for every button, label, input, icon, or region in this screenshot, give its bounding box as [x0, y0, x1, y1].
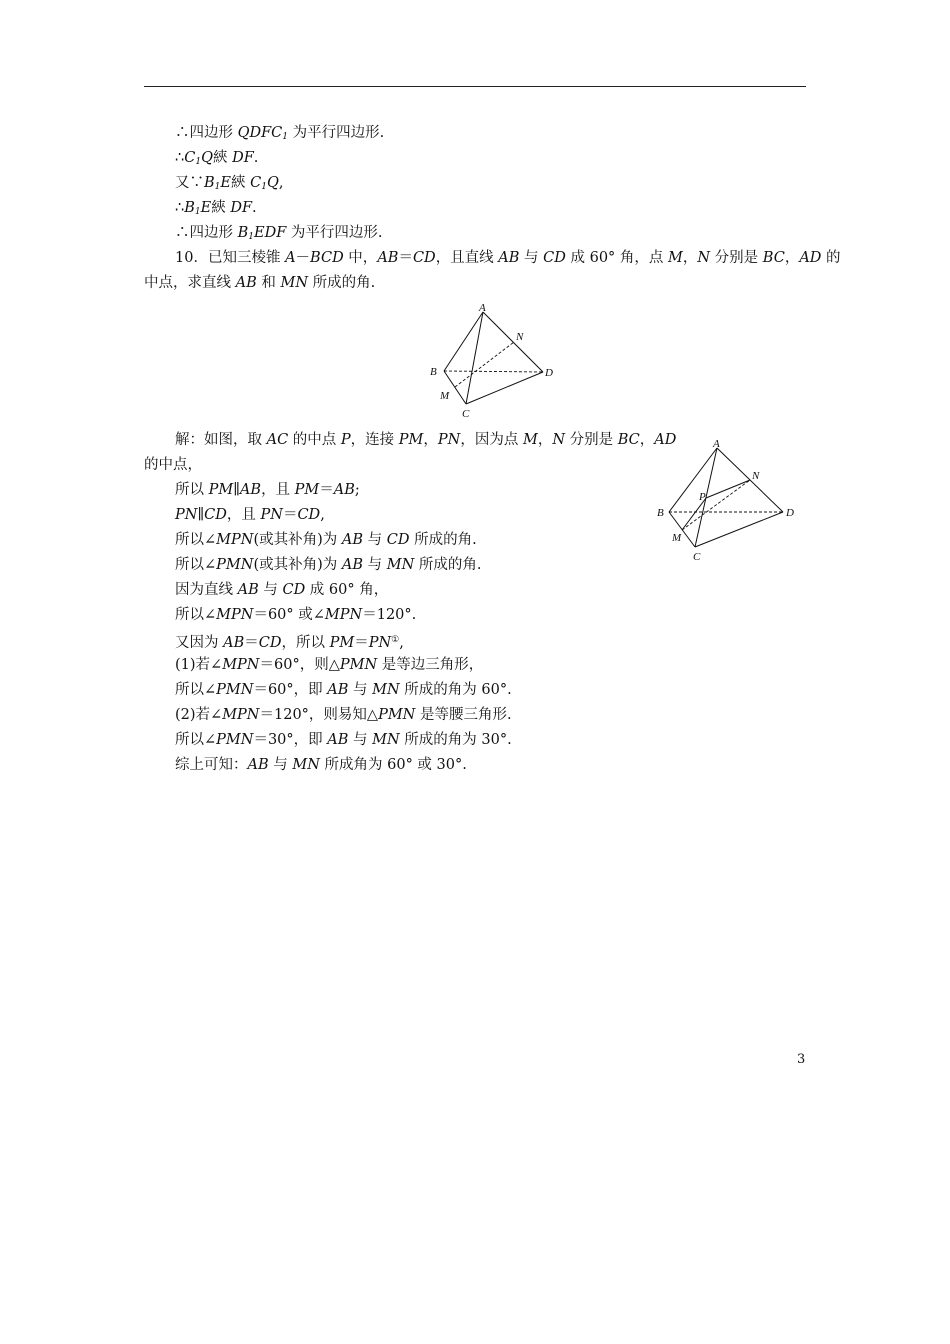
text-run: 与	[363, 557, 387, 573]
text-run: C	[184, 150, 196, 166]
text-run: 与	[348, 682, 373, 698]
text-run: 1	[214, 182, 221, 192]
text-run: 所成的角.	[409, 532, 477, 548]
text-line	[175, 173, 283, 197]
header-rule	[144, 86, 806, 87]
text-run: 与	[363, 532, 387, 548]
text-run: 分别是	[565, 432, 618, 448]
label-N: N	[752, 470, 760, 482]
text-run: MPN	[216, 607, 254, 623]
figure-tetrahedron-solution	[655, 434, 805, 566]
text-run: AB	[333, 482, 355, 498]
label-C: C	[693, 551, 701, 563]
text-run: B	[237, 225, 249, 241]
text-run: AD	[654, 432, 677, 448]
text-run: 成 60° 角，点	[565, 250, 669, 266]
text-run: AC	[266, 432, 289, 448]
label-P: P	[699, 491, 706, 503]
text-line	[175, 680, 512, 700]
text-run: A	[285, 250, 296, 266]
text-line	[175, 430, 676, 450]
text-line	[175, 123, 384, 147]
text-run: ＝60°，则△	[259, 657, 340, 673]
text-run: ，	[784, 250, 800, 266]
text-run: MPN	[222, 707, 260, 723]
text-run: ＝	[398, 250, 413, 266]
text-run: ＝120°.	[362, 607, 417, 623]
text-run: 1	[261, 182, 267, 192]
text-run: 所以∠	[175, 607, 217, 623]
label-D: D	[545, 367, 553, 379]
text-run: 与	[519, 250, 544, 266]
text-line	[175, 505, 325, 525]
label-A: A	[713, 438, 720, 450]
text-run: AB	[247, 757, 269, 773]
label-N: N	[516, 331, 524, 343]
text-run: ，且	[261, 482, 295, 498]
text-run: (或其补角)为	[253, 532, 342, 548]
text-run: PN	[368, 635, 392, 651]
label-M: M	[672, 532, 682, 544]
text-run: AB	[377, 250, 399, 266]
text-run: 成 60° 角，	[305, 582, 389, 598]
text-run: 与	[268, 757, 293, 773]
text-run: ∥	[197, 507, 205, 523]
text-run: B	[184, 200, 195, 216]
text-run: 综上可知：	[175, 757, 248, 773]
text-run: AB	[327, 732, 349, 748]
text-run: ∴四边形	[175, 225, 238, 241]
text-run: Q	[266, 175, 279, 191]
text-run: PM	[208, 482, 234, 498]
figure-tetrahedron	[425, 300, 560, 422]
text-run: ＝	[282, 507, 298, 523]
text-run: PM	[398, 432, 424, 448]
text-run: MN	[292, 757, 320, 773]
text-run: ＝120°，则易知△	[259, 707, 379, 723]
text-run: (或其补角)为	[253, 557, 342, 573]
text-run: CD	[258, 635, 282, 651]
text-run: ，因为点	[460, 432, 523, 448]
text-run: 的	[821, 250, 841, 266]
text-run: PMN	[216, 557, 254, 573]
text-run: 1	[282, 132, 289, 142]
text-run: MPN	[324, 607, 363, 623]
text-run: AB	[223, 635, 245, 651]
text-run: PM	[294, 482, 320, 498]
text-run: ∴	[175, 150, 185, 166]
text-run: 所成的角为 30°.	[399, 732, 512, 748]
text-run: 所以∠	[175, 732, 217, 748]
text-run: 分别是	[710, 250, 763, 266]
text-run: 所以∠	[175, 532, 217, 548]
text-run: AB	[498, 250, 520, 266]
text-run: ，	[682, 250, 698, 266]
text-run: MN	[372, 682, 400, 698]
text-run: Q	[201, 150, 213, 166]
text-line	[175, 730, 512, 750]
text-run: CD	[386, 532, 410, 548]
text-run: E	[200, 200, 212, 216]
text-run: 所以∠	[175, 557, 217, 573]
text-run: MPN	[222, 657, 260, 673]
text-line	[175, 605, 416, 625]
text-run: ，	[423, 432, 438, 448]
text-line	[175, 480, 360, 500]
text-run: ,	[278, 175, 284, 191]
text-run: QDFC	[237, 125, 283, 141]
text-run: (2)若∠	[175, 707, 223, 723]
text-run: CD	[543, 250, 566, 266]
text-run: 1	[248, 232, 254, 242]
text-run: 又因为	[175, 635, 224, 651]
text-run: PN	[260, 507, 283, 523]
label-C: C	[462, 408, 470, 420]
text-run: 是等边三角形，	[377, 657, 484, 673]
text-line	[175, 755, 467, 775]
text-run: ①	[391, 635, 400, 645]
text-run: C	[250, 175, 262, 191]
text-run: AD	[799, 250, 822, 266]
text-run: 綊	[211, 200, 231, 216]
text-run: ，所以	[281, 635, 330, 651]
text-run: MN	[280, 275, 309, 291]
text-run: 与	[348, 732, 373, 748]
text-run: EDF	[254, 225, 287, 241]
text-run: 又∵	[175, 175, 204, 191]
text-run: AB	[341, 557, 364, 573]
text-run: 是等腰三角形.	[415, 707, 512, 723]
text-run: AB	[235, 275, 257, 291]
text-run: DF	[232, 150, 254, 166]
page-number: 3	[797, 1052, 806, 1067]
text-run: PMN	[339, 657, 378, 673]
text-run: ，且直线	[435, 250, 499, 266]
text-run: ＝	[319, 482, 334, 498]
text-run: M	[668, 250, 683, 266]
text-run: ，	[639, 432, 655, 448]
text-run: 所成的角.	[308, 275, 376, 291]
text-run: 10．已知三棱锥	[175, 250, 286, 266]
text-run: －	[295, 250, 311, 266]
label-M: M	[440, 390, 450, 402]
text-run: PM	[329, 635, 355, 651]
text-run: ∴	[175, 200, 185, 216]
text-run: MN	[386, 557, 415, 573]
text-run: ＝	[244, 635, 259, 651]
text-run: 因为直线	[175, 582, 238, 598]
label-D: D	[786, 507, 794, 519]
text-run: 所成角为 60° 或 30°.	[319, 757, 467, 773]
text-run: 所成的角.	[414, 557, 482, 573]
text-run: 与	[258, 582, 283, 598]
text-run: (1)若∠	[175, 657, 223, 673]
text-line	[144, 455, 202, 475]
text-run: 1	[194, 207, 201, 217]
text-line	[175, 530, 477, 550]
text-run: 中点，求直线	[144, 275, 236, 291]
text-run: ，且	[226, 507, 261, 523]
label-B: B	[657, 507, 664, 519]
text-line	[175, 198, 257, 222]
text-run: 所成的角为 60°.	[399, 682, 512, 698]
text-line	[175, 630, 404, 653]
text-run: AB	[239, 482, 262, 498]
text-run: 和	[256, 275, 281, 291]
text-run: DF	[230, 200, 253, 216]
text-line	[175, 248, 841, 268]
text-run: E	[220, 175, 231, 191]
text-run: ＝30°，即	[253, 732, 328, 748]
text-run: ,	[399, 635, 404, 651]
text-run: AB	[341, 532, 364, 548]
text-run: B	[204, 175, 215, 191]
label-B: B	[430, 366, 437, 378]
text-run: CD	[412, 250, 436, 266]
text-run: CD	[204, 507, 227, 523]
text-run: MPN	[216, 532, 254, 548]
text-run: N	[697, 250, 711, 266]
text-line	[175, 223, 383, 247]
text-run: CD	[282, 582, 306, 598]
text-run: ∥	[233, 482, 240, 498]
text-run: AB	[237, 582, 259, 598]
text-line	[144, 273, 375, 293]
text-run: PN	[437, 432, 461, 448]
text-run: AB	[327, 682, 349, 698]
text-run: 1	[195, 157, 202, 167]
text-run: ＝	[354, 635, 369, 651]
text-run: PN	[175, 507, 198, 523]
text-line	[175, 148, 258, 172]
text-line	[175, 580, 388, 600]
text-run: ＝60° 或∠	[253, 607, 325, 623]
text-run: 綊	[230, 175, 251, 191]
text-run: PMN	[216, 682, 254, 698]
text-run: 的中点	[288, 432, 341, 448]
text-run: BC	[617, 432, 640, 448]
text-run: P	[340, 432, 351, 448]
text-line	[175, 555, 482, 575]
text-run: BC	[762, 250, 785, 266]
text-run: .	[252, 200, 257, 216]
text-run: CD	[297, 507, 321, 523]
text-run: BCD	[310, 250, 344, 266]
text-run: 为平行四边形.	[288, 125, 385, 141]
text-run: ＝60°，即	[253, 682, 328, 698]
text-run: ，	[537, 432, 553, 448]
text-run: 的中点，	[144, 457, 202, 473]
text-run: 綊	[212, 150, 233, 166]
text-run: PMN	[378, 707, 416, 723]
text-run: PMN	[216, 732, 254, 748]
label-A: A	[479, 302, 486, 314]
text-run: 为平行四边形.	[286, 225, 383, 241]
text-run: ，连接	[350, 432, 399, 448]
text-run: M	[522, 432, 538, 448]
text-run: 所以	[175, 482, 209, 498]
text-line	[175, 705, 512, 725]
text-run: ,	[320, 507, 325, 523]
text-run: 所以∠	[175, 682, 217, 698]
text-line	[175, 655, 483, 675]
text-run: .	[253, 150, 259, 166]
text-run: 中，	[343, 250, 378, 266]
text-run: 解：如图，取	[175, 432, 267, 448]
text-run: ;	[354, 482, 360, 498]
text-run: ∴四边形	[175, 125, 238, 141]
text-run: N	[552, 432, 565, 448]
text-run: MN	[372, 732, 400, 748]
